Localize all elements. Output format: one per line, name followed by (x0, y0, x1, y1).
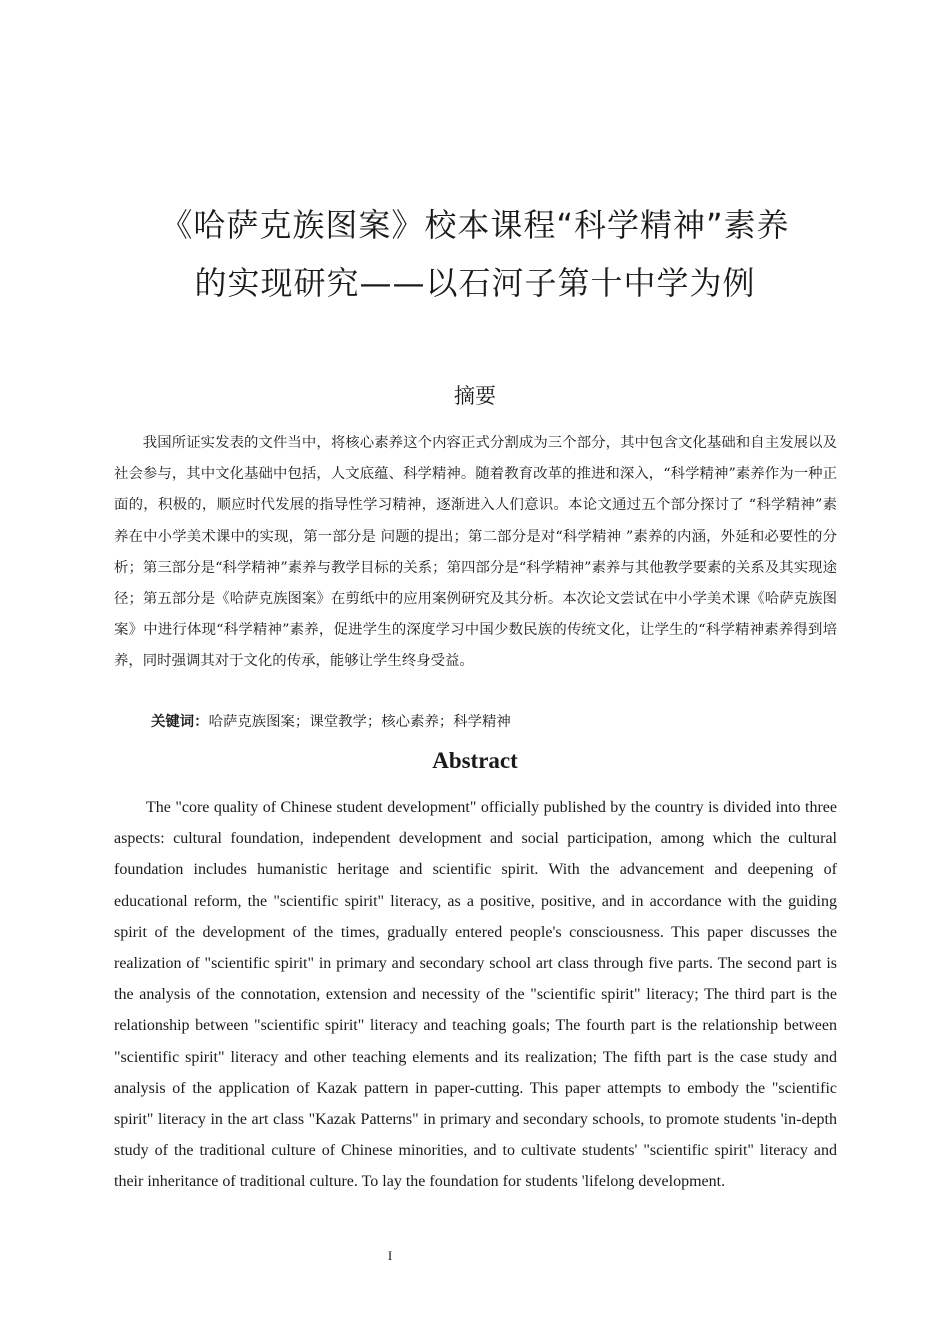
title-line-2: 的实现研究——以石河子第十中学为例 (194, 264, 756, 302)
chinese-abstract-body: 我国所证实发表的文件当中，将核心素养这个内容正式分割成为三个部分，其中包含文化基础和自主发展以及社会参与，其中文化基础中包括，人文底蕴、科学精神。随着教育改革的推进和深入，“科学精神”素养作为一种正面的，积极的，顺应时代发展的指导性学习精神，逐渐进入人们意识。本论文通过五个部分探讨了 “科学精神”素养在中小学美术课中的实现，第一部分是 问题的提出；第二部分是对“科学精神 ”素养的内涵，外延和必要性的分析；第三部分是“科学精神”素养与教学目标的关系；第四部分是“科学精神”素养与其他教学要素的关系及其实现途径；第五部分是《哈萨克族图案》在剪纸中的应用案例研究及其分析。本次论文尝试在中小学美术课《哈萨克族图案》中进行体现“科学精神”素养，促进学生的深度学习中国少数民族的传统文化，让学生的“科学精神素养得到培养，同时强调其对于文化的传承，能够让学生终身受益。 (114, 435, 837, 670)
english-abstract-heading: Abstract (432, 748, 518, 773)
chinese-abstract-heading: 摘要 (454, 384, 496, 408)
keywords-list: 哈萨克族图案；课堂教学；核心素养；科学精神 (208, 714, 511, 730)
english-abstract-body: The "core quality of Chinese student development" officially published by the country is divided into three aspects: cultural foundation, independent development and social participation, among which the cultural foundation includes humanistic heritage and scientific spirit. With the advancement and deepening of educational reform, the "scientific spirit" literacy, as a positive, positive, and in accordance with the guiding spirit of the development of the times, gradually entered people's consciousness. This paper discusses the realization of "scientific spirit" in primary and secondary school art class through five parts. The second part is the analysis of the connotation, extension and necessity of the "scientific spirit" literacy; The third part is the relationship between "scientific spirit" literacy and teaching goals; The fourth part is the relationship between "scientific spirit" literacy and other teaching elements and its realization; The fifth part is the case study and analysis of the application of Kazak pattern in paper-cutting. This paper attempts to embody the "scientific spirit" literacy in the art class "Kazak Patterns" in primary and secondary schools, to promote students 'in-depth study of the traditional culture of Chinese minorities, and to cultivate students' "scientific spirit" literacy and their inheritance of traditional culture. To lay the foundation for students 'lifelong development. (114, 799, 837, 1191)
keywords-label: 关键词： (151, 714, 209, 730)
chinese-keywords (151, 708, 841, 736)
title-line-1: 《哈萨克族图案》校本课程“科学精神”素养 (160, 206, 790, 244)
page-number: I (387, 1248, 393, 1263)
paper-title (90, 196, 860, 312)
